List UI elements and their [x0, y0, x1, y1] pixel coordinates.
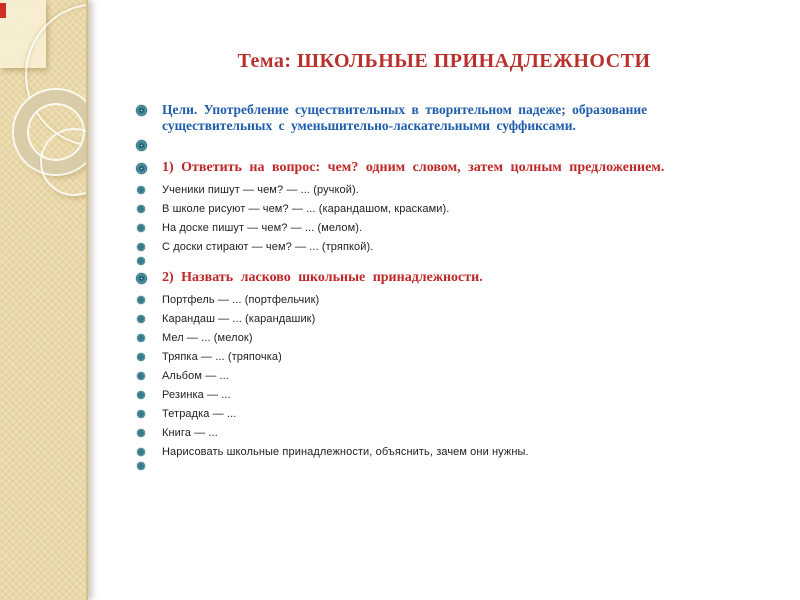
bullet-row — [136, 385, 792, 404]
bullet-icon — [137, 224, 145, 232]
bullet-row — [136, 404, 792, 423]
bullet-text: В школе рисуют — чем? — ... (карандашом, красками). — [162, 202, 450, 215]
bullet-row-empty — [136, 256, 792, 266]
bullet-text: Карандаш — ... (карандашик) — [162, 312, 316, 325]
corner-accent-mark — [0, 3, 6, 18]
bullet-text: Книга — ... — [162, 426, 218, 439]
bullet-text: Мел — ... (мелок) — [162, 331, 253, 344]
bullet-icon — [137, 448, 145, 456]
bullet-row — [136, 442, 792, 461]
bullet-icon — [137, 429, 145, 437]
bullet-row — [136, 199, 792, 218]
bullet-text: Тряпка — ... (тряпочка) — [162, 350, 282, 363]
bullet-icon — [137, 372, 145, 380]
slide-title: Тема: ШКОЛЬНЫЕ ПРИНАДЛЕЖНОСТИ — [237, 50, 651, 72]
bullet-text: 1) Ответить на вопрос: чем? одним словом, затем цолным предложением. — [162, 160, 665, 175]
bullet-text: Ученики пишут — чем? — ... (ручкой). — [162, 183, 359, 196]
bullet-text: Резинка — ... — [162, 388, 231, 401]
bullet-icon — [137, 410, 145, 418]
bullet-icon — [137, 205, 145, 213]
bullet-text: Цели. Употребление существительных в творительном падеже; образование существительных с уменьшительно-ласкательными суффиксами. — [162, 102, 648, 133]
bullet-icon — [136, 163, 147, 174]
bullet-row-empty — [136, 134, 792, 156]
bullet-icon — [137, 315, 145, 323]
bullet-row — [136, 347, 792, 366]
bullet-row-empty — [136, 461, 792, 471]
bullet-row — [136, 366, 792, 385]
bullet-row — [136, 309, 792, 328]
bullet-row — [136, 237, 792, 256]
bullet-icon — [137, 296, 145, 304]
bullet-text: С доски стирают — чем? — ... (тряпкой). — [162, 240, 374, 253]
bullet-icon — [137, 391, 145, 399]
bullet-icon — [136, 273, 147, 284]
bullet-icon — [137, 186, 145, 194]
bullet-row — [136, 180, 792, 199]
bullet-icon — [137, 462, 145, 470]
bullet-row — [136, 328, 792, 347]
bullet-icon — [137, 353, 145, 361]
bullet-text: Тетрадка — ... — [162, 407, 237, 420]
bullet-row — [136, 218, 792, 237]
bullet-text: Нарисовать школьные принадлежности, объяснить, зачем они нужны. — [162, 445, 529, 458]
bullet-icon — [136, 105, 147, 116]
bullet-text: Альбом — ... — [162, 369, 229, 382]
bullet-row — [136, 266, 792, 290]
bullet-row — [136, 156, 792, 180]
bullet-icon — [136, 140, 147, 151]
bullet-text: 2) Назвать ласково школьные принадлежности. — [162, 270, 483, 285]
bullet-row — [136, 423, 792, 442]
bullet-row — [136, 290, 792, 309]
bullet-icon — [137, 257, 145, 265]
bullet-text: Портфель — ... (портфельчик) — [162, 293, 320, 306]
bullet-row — [136, 102, 792, 134]
bullet-list — [136, 102, 792, 471]
bullet-text: На доске пишут — чем? — ... (мелом). — [162, 221, 363, 234]
bullet-icon — [137, 243, 145, 251]
bullet-icon — [137, 334, 145, 342]
sidebar-decoration — [0, 0, 88, 600]
